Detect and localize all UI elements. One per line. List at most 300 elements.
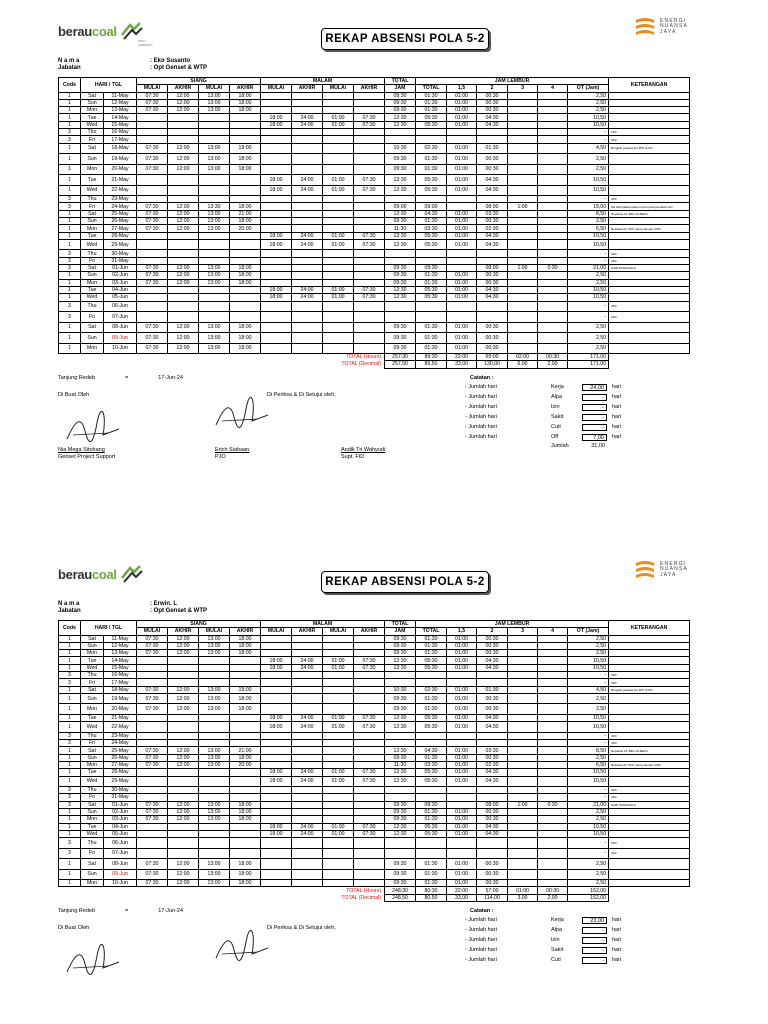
cell <box>323 143 354 154</box>
cell: 12:00 <box>168 203 199 210</box>
cell: 18:00 <box>230 808 261 815</box>
cell <box>168 714 199 721</box>
sub-header: MULAI <box>261 85 292 92</box>
total-label: TOTAL (Decimal) <box>341 894 382 901</box>
cell <box>354 257 385 264</box>
cell: 09:30 <box>385 92 416 99</box>
table-row <box>59 333 690 344</box>
cell <box>385 838 416 849</box>
cell: 04:30 <box>477 175 508 186</box>
table-row <box>59 312 690 323</box>
cell <box>292 225 323 232</box>
summary-row: - Jumlah hari Sakit - hari <box>465 414 622 421</box>
col-code: Code <box>59 78 81 93</box>
cell: 10,50 <box>568 657 609 664</box>
cell: 01:30 <box>416 859 447 870</box>
cell: 24:00 <box>292 769 323 776</box>
cell: 2,50 <box>568 635 609 642</box>
cell <box>199 301 230 312</box>
cell <box>199 286 230 293</box>
summary-row: - Jumlah hari Cuti - hari <box>465 957 622 964</box>
cell <box>609 164 690 175</box>
cell <box>292 679 323 686</box>
cell: Sat <box>81 635 104 642</box>
cell <box>292 250 323 257</box>
cell <box>292 154 323 165</box>
cell: 24:00 <box>292 121 323 128</box>
sub-header: AKHIR <box>230 85 261 92</box>
cell <box>292 808 323 815</box>
cell: Wed <box>81 776 104 787</box>
cell <box>168 250 199 257</box>
cell: 3 <box>59 312 81 323</box>
cell <box>538 693 568 704</box>
cell <box>354 196 385 203</box>
cell <box>199 294 230 301</box>
cell: 01:00 <box>447 239 477 250</box>
cell: Sat <box>81 686 104 693</box>
table-row <box>59 265 690 272</box>
cell: 01:30 <box>416 107 447 114</box>
cell <box>354 203 385 210</box>
cell: 13:00 <box>199 704 230 715</box>
cell <box>609 185 690 196</box>
cell <box>538 301 568 312</box>
cell <box>230 185 261 196</box>
cell: 13:00 <box>199 272 230 279</box>
cell: 12:30 <box>385 657 416 664</box>
cell: Sat <box>81 92 104 99</box>
table-row <box>59 657 690 664</box>
cell: 18:00 <box>261 232 292 239</box>
cell <box>261 747 292 754</box>
cell <box>168 679 199 686</box>
cell <box>508 279 538 286</box>
cell <box>199 114 230 121</box>
cell <box>261 801 292 808</box>
cell <box>447 838 477 849</box>
cell: 04:30 <box>477 294 508 301</box>
cell <box>508 272 538 279</box>
cell <box>508 210 538 217</box>
cell <box>508 92 538 99</box>
table-row <box>59 704 690 715</box>
approved-by-label: Di Periksa & Di Setujui oleh, <box>267 392 336 398</box>
cell: 1 <box>59 859 81 870</box>
cell: 18:00 <box>261 722 292 733</box>
cell <box>354 693 385 704</box>
cell <box>354 848 385 859</box>
cell: 6,50 <box>568 761 609 768</box>
cell: 04:30 <box>477 239 508 250</box>
cell <box>230 838 261 849</box>
cell <box>538 143 568 154</box>
cell: 24:00 <box>292 286 323 293</box>
cell: Thu <box>81 250 104 257</box>
cell <box>508 239 538 250</box>
cell: 12:30 <box>385 714 416 721</box>
cell: 1 <box>59 754 81 761</box>
cell: 12:00 <box>168 859 199 870</box>
cell: 07:30 <box>137 107 168 114</box>
cell <box>168 823 199 830</box>
cell: - <box>568 740 609 747</box>
cell <box>168 769 199 776</box>
cell: 18:00 <box>230 816 261 823</box>
cell <box>385 732 416 739</box>
cell <box>508 322 538 333</box>
cell <box>447 732 477 739</box>
table-row <box>59 114 690 121</box>
cell <box>508 747 538 754</box>
cell <box>230 732 261 739</box>
col-siang: SIANG <box>137 621 261 628</box>
cell: 13:00 <box>199 642 230 649</box>
cell <box>230 312 261 323</box>
cell <box>199 257 230 264</box>
cell <box>261 129 292 136</box>
cell: 13:00 <box>199 333 230 344</box>
cell <box>447 196 477 203</box>
cell: 2,00 <box>538 894 568 901</box>
cell <box>508 650 538 657</box>
cell <box>538 664 568 671</box>
cell <box>538 250 568 257</box>
cell: 01:30 <box>416 322 447 333</box>
cell: 2,50 <box>568 869 609 880</box>
cell <box>538 272 568 279</box>
cell <box>354 787 385 794</box>
cell <box>261 679 292 686</box>
table-row <box>59 859 690 870</box>
cell: 04:30 <box>477 286 508 293</box>
cell: 2,50 <box>568 218 609 225</box>
col-total: TOTAL <box>385 78 416 85</box>
table-row <box>59 776 690 787</box>
cell <box>199 722 230 733</box>
cell: 01:00 <box>447 294 477 301</box>
cell <box>230 794 261 801</box>
cell <box>609 322 690 333</box>
cell: 0:30 <box>538 801 568 808</box>
cell <box>508 294 538 301</box>
cell: 1 <box>59 823 81 830</box>
cell: 2,00 <box>538 361 568 368</box>
sub-header: MULAI <box>261 628 292 635</box>
cell <box>292 693 323 704</box>
cell: 02:30 <box>477 225 508 232</box>
cell: 8,50 <box>568 747 609 754</box>
cell <box>354 635 385 642</box>
cell <box>168 286 199 293</box>
cell: Sun <box>81 218 104 225</box>
sub-header: 4 <box>538 85 568 92</box>
cell <box>323 107 354 114</box>
cell: 13:00 <box>199 635 230 642</box>
cell: 18:00 <box>230 92 261 99</box>
cell: 01:00 <box>323 286 354 293</box>
cell: 12-May <box>104 99 137 106</box>
cell <box>137 657 168 664</box>
cell <box>385 848 416 859</box>
cell: Wed <box>81 664 104 671</box>
cell <box>199 136 230 143</box>
cell: 18:00 <box>230 642 261 649</box>
cell: 1 <box>59 121 81 128</box>
cell <box>292 704 323 715</box>
cell <box>230 664 261 671</box>
cell: Tue <box>81 175 104 186</box>
cell <box>416 301 447 312</box>
cell <box>168 129 199 136</box>
cell: 07:30 <box>137 747 168 754</box>
cell <box>230 848 261 859</box>
cell: 2,50 <box>568 99 609 106</box>
employee-info: N a m a : Eko Susanto Jabatan : Opt Genset & WTP <box>58 58 207 71</box>
cell <box>230 740 261 747</box>
cell: 13:00 <box>199 92 230 99</box>
cell <box>292 312 323 323</box>
cell: 01:00 <box>323 823 354 830</box>
table-row <box>59 740 690 747</box>
col-keterangan: KETERANGAN <box>609 78 690 93</box>
cell <box>137 794 168 801</box>
cell: 08-Jun <box>104 859 137 870</box>
cell: 01:00 <box>447 754 477 761</box>
cell <box>508 107 538 114</box>
cell <box>292 787 323 794</box>
cell: 07:30 <box>354 776 385 787</box>
cell <box>477 848 508 859</box>
cell <box>292 99 323 106</box>
cell: 07:30 <box>137 154 168 165</box>
cell <box>538 816 568 823</box>
cell: 12:00 <box>168 107 199 114</box>
cell <box>354 312 385 323</box>
cell: 24:00 <box>292 294 323 301</box>
cell: 03:30 <box>416 225 447 232</box>
cell <box>199 714 230 721</box>
cell: 01:00 <box>447 232 477 239</box>
cell: 01:00 <box>447 816 477 823</box>
table-row <box>59 686 690 693</box>
cell <box>230 196 261 203</box>
cell <box>508 129 538 136</box>
table-row <box>59 787 690 794</box>
cell <box>323 136 354 143</box>
cell: 171,00 <box>568 361 609 368</box>
cell <box>609 823 690 830</box>
place-date: Tanjung Redeb = 17-Jun-24 <box>58 375 184 381</box>
cell: 07:30 <box>137 754 168 761</box>
cell <box>323 869 354 880</box>
cell: 3 <box>59 838 81 849</box>
cell: 01:30 <box>416 272 447 279</box>
cell: 01:30 <box>416 693 447 704</box>
cell: 15-May <box>104 664 137 671</box>
cell: 02-Jun <box>104 272 137 279</box>
cell: 18:00 <box>230 322 261 333</box>
cell: 10,50 <box>568 232 609 239</box>
total-row <box>59 354 690 361</box>
cell <box>354 740 385 747</box>
cell: 01:00 <box>323 114 354 121</box>
cell <box>261 672 292 679</box>
cell <box>447 672 477 679</box>
cell: 1 <box>59 239 81 250</box>
table-row <box>59 838 690 849</box>
cell <box>609 294 690 301</box>
cell: 01:00 <box>323 657 354 664</box>
cell <box>230 830 261 837</box>
cell: 1 <box>59 279 81 286</box>
cell: 24-May <box>104 203 137 210</box>
cell <box>477 787 508 794</box>
table-row <box>59 279 690 286</box>
cell: 1 <box>59 164 81 175</box>
cell <box>385 257 416 264</box>
cell: Wed <box>81 121 104 128</box>
cell <box>508 816 538 823</box>
cell <box>538 210 568 217</box>
cell: 1 <box>59 210 81 217</box>
cell: 09:00 <box>416 203 447 210</box>
cell: 10,50 <box>568 175 609 186</box>
cell: 01:00 <box>447 333 477 344</box>
cell <box>354 747 385 754</box>
cell <box>168 664 199 671</box>
cell: 01:30 <box>477 686 508 693</box>
cell: Wed <box>81 239 104 250</box>
table-row <box>59 732 690 739</box>
cell: 12:30 <box>385 776 416 787</box>
cell <box>261 279 292 286</box>
cell <box>261 808 292 815</box>
place-date: Tanjung Redeb = 17-Jun-24 <box>58 908 184 914</box>
cell: 26-May <box>104 754 137 761</box>
cell: Thu <box>81 301 104 312</box>
cell <box>199 776 230 787</box>
cell: 2,50 <box>568 704 609 715</box>
cell: Bongkar pasang AC 2PK di HO <box>609 143 690 154</box>
cell: 21,00 <box>568 265 609 272</box>
cell <box>538 164 568 175</box>
cell: 8,50 <box>568 210 609 217</box>
cell: 01:00 <box>447 722 477 733</box>
cell <box>199 657 230 664</box>
cell: 05:30 <box>416 185 447 196</box>
cell: 02:00 <box>508 354 538 361</box>
cell: 09:30 <box>385 107 416 114</box>
table-row <box>59 196 690 203</box>
cell: 18:00 <box>230 265 261 272</box>
cell <box>385 794 416 801</box>
cell: 00:30 <box>477 92 508 99</box>
cell <box>137 714 168 721</box>
cell: 02:30 <box>416 686 447 693</box>
cell: OFF <box>609 257 690 264</box>
cell <box>168 185 199 196</box>
cell: 18:00 <box>261 664 292 671</box>
cell <box>508 704 538 715</box>
cell <box>323 740 354 747</box>
cell <box>508 143 538 154</box>
table-row <box>59 136 690 143</box>
cell: 06-Jun <box>104 838 137 849</box>
cell: 16-May <box>104 129 137 136</box>
attendance-table <box>58 77 690 369</box>
cell <box>508 672 538 679</box>
cell <box>323 92 354 99</box>
table-row <box>59 164 690 175</box>
cell <box>354 672 385 679</box>
cell <box>538 657 568 664</box>
cell <box>508 794 538 801</box>
cell: 12:00 <box>168 225 199 232</box>
cell <box>137 722 168 733</box>
cell <box>354 92 385 99</box>
cell <box>137 672 168 679</box>
cell: 30-May <box>104 787 137 794</box>
cell <box>323 343 354 354</box>
cell: 19,00 <box>568 203 609 210</box>
cell: 89:30 <box>416 354 447 361</box>
cell <box>609 816 690 823</box>
employee-position: : Opt Genset & WTP <box>150 64 207 71</box>
employee-name: : Eko Susanto <box>150 58 191 64</box>
cell: Wed <box>81 294 104 301</box>
cell: Sat <box>81 801 104 808</box>
cell: Thu <box>81 732 104 739</box>
cell: 2,50 <box>568 816 609 823</box>
energi-nuansa-jaya-logo: ENERGI NUANSA JAYA <box>634 559 688 581</box>
cell: 01:30 <box>416 333 447 344</box>
cell: 01:00 <box>447 823 477 830</box>
cell: 01:00 <box>323 722 354 733</box>
cell <box>609 99 690 106</box>
cell <box>609 121 690 128</box>
cell: 01:30 <box>416 279 447 286</box>
cell: 22-May <box>104 722 137 733</box>
cell: 01:00 <box>323 830 354 837</box>
cell: 09:30 <box>385 808 416 815</box>
cell <box>261 250 292 257</box>
cell <box>354 816 385 823</box>
cell: 2,50 <box>568 693 609 704</box>
cell: 15-May <box>104 121 137 128</box>
cell <box>261 704 292 715</box>
cell: 24:00 <box>292 823 323 830</box>
cell: 01:00 <box>447 761 477 768</box>
cell <box>609 635 690 642</box>
enj-mark-icon <box>634 16 656 38</box>
cell: 2,50 <box>568 322 609 333</box>
cell: 1 <box>59 114 81 121</box>
cell <box>508 154 538 165</box>
cell <box>416 136 447 143</box>
cell: 12:30 <box>385 185 416 196</box>
cell: 1 <box>59 322 81 333</box>
cell: 2,50 <box>568 333 609 344</box>
cell <box>416 679 447 686</box>
cell: 2,50 <box>568 808 609 815</box>
summary-notes: Catatan : - Jumlah hari Kerja 24,00 hari - Jumlah hari Alpa - hari - Jumlah hari Izin - hari - Jumlah hari Sakit - hari - Jumlah hari Cuti - hari - Jumlah hari Off 7,00 hari Jumlah 31,00 <box>465 375 622 449</box>
cell: Wed <box>81 830 104 837</box>
sub-header: TOTAL <box>416 85 447 92</box>
cell <box>538 92 568 99</box>
cell <box>538 333 568 344</box>
cell: 00:30 <box>477 816 508 823</box>
